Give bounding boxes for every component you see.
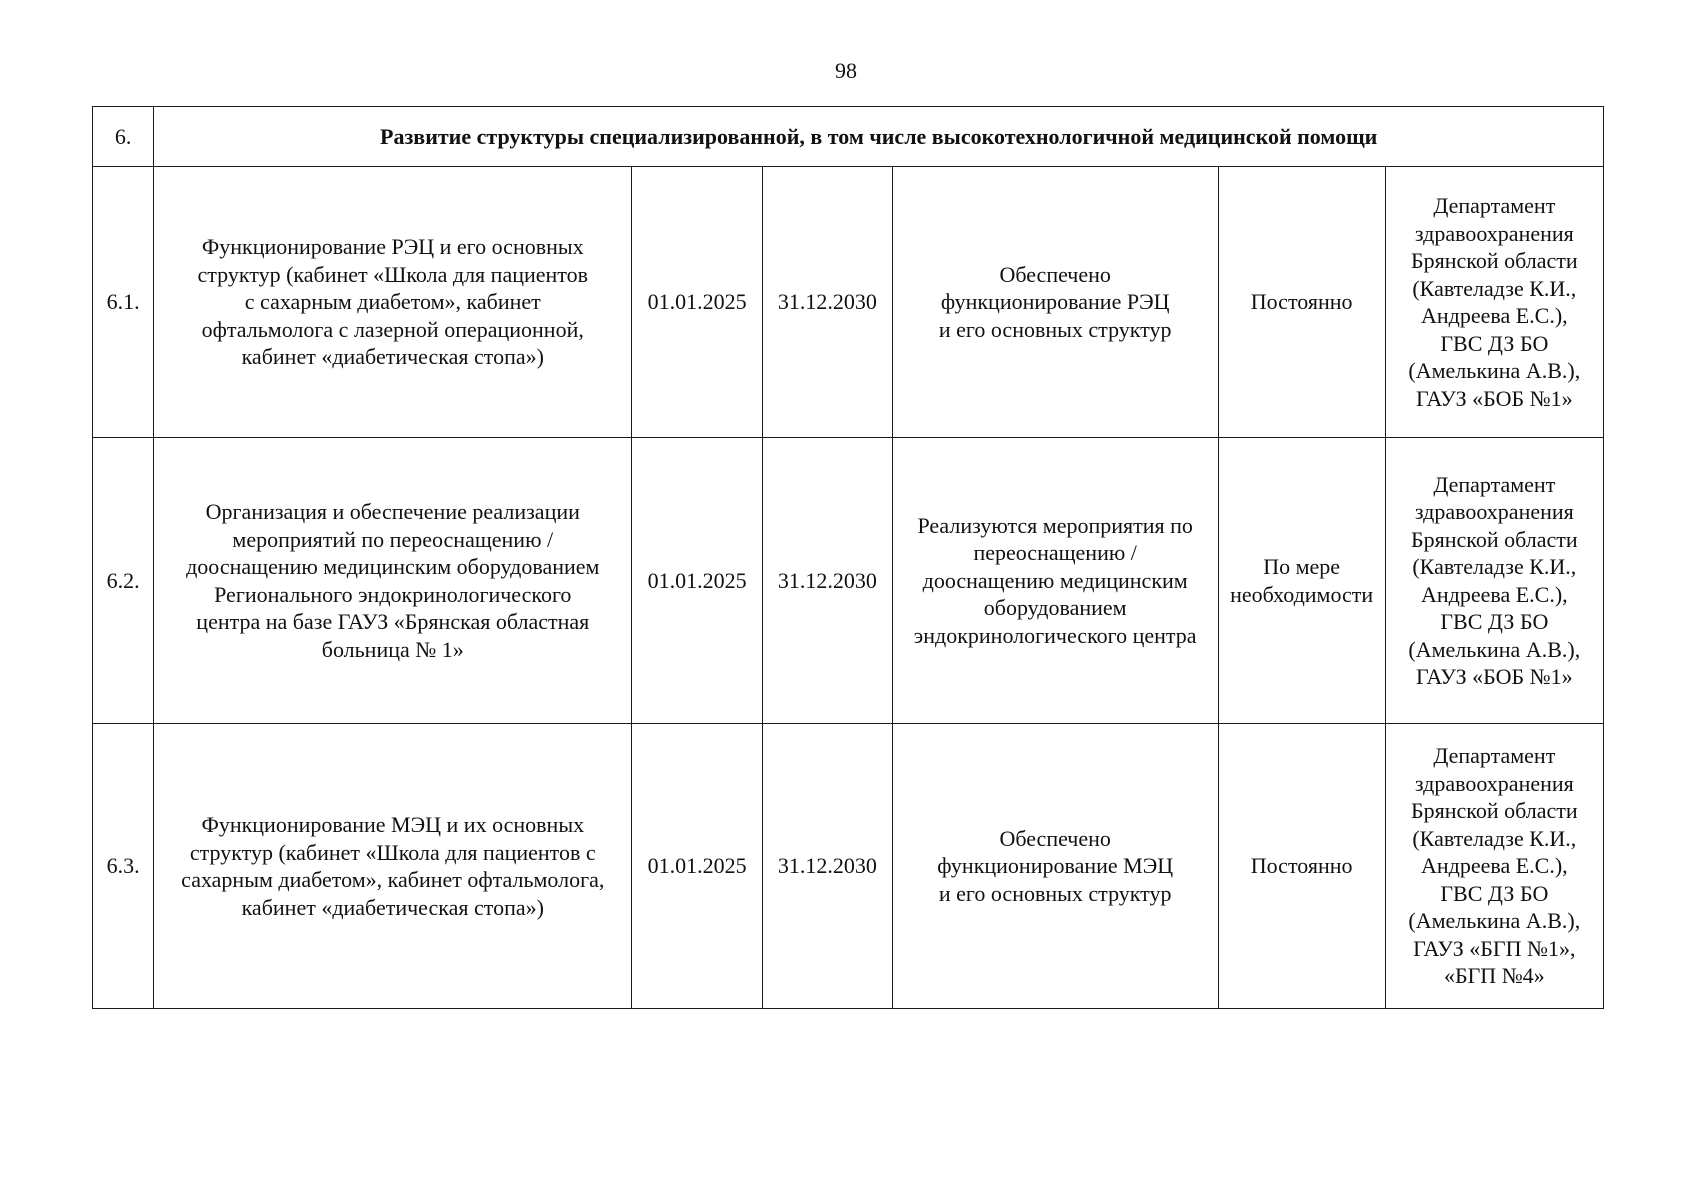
activities-table (92, 106, 1604, 1009)
result-cell: Реализуются мероприятия по переоснащению / дооснащению медицинским оборудованием эндокринологического центра (913, 512, 1197, 648)
section-number: 6. (93, 107, 154, 167)
result-cell: Обеспечено функционирование РЭЦ и его основных структур (938, 261, 1172, 342)
end-date-cell: 31.12.2030 (762, 167, 892, 438)
page-number: 98 (835, 58, 857, 83)
section-header-row (93, 107, 1604, 167)
periodicity-cell: Постоянно (1250, 853, 1353, 879)
periodicity-cell: Постоянно (1250, 289, 1353, 315)
start-date-cell: 01.01.2025 (632, 167, 763, 438)
activity-cell: Организация и обеспечение реализации мероприятий по переоснащению / дооснащению медицинским оборудованием Регионального эндокринологического центра на базе ГАУЗ «Брянская областная больница № 1» (186, 499, 600, 662)
row-number: 6.3. (93, 724, 154, 1009)
end-date-cell: 31.12.2030 (762, 438, 892, 724)
end-date-cell: 31.12.2030 (762, 724, 892, 1009)
responsible-cell: Департамент здравоохранения Брянской области (Кавтеладзе К.И., Андреева Е.С.), ГВС ДЗ БО (Амелькина А.В.), ГАУЗ «БОБ №1» (1408, 471, 1581, 689)
periodicity-cell: По мере необходимости (1230, 554, 1374, 607)
row-number: 6.1. (93, 167, 154, 438)
row-number: 6.2. (93, 438, 154, 724)
start-date-cell: 01.01.2025 (632, 724, 763, 1009)
table-row (93, 438, 1604, 724)
activity-cell: Функционирование МЭЦ и их основных структур (кабинет «Школа для пациентов с сахарным диабетом», кабинет офтальмолога, кабинет «диабетическая стопа») (181, 812, 605, 920)
table-row (93, 167, 1604, 438)
responsible-cell: Департамент здравоохранения Брянской области (Кавтеладзе К.И., Андреева Е.С.), ГВС ДЗ БО (Амелькина А.В.), ГАУЗ «БОБ №1» (1408, 193, 1581, 411)
responsible-cell: Департамент здравоохранения Брянской области (Кавтеладзе К.И., Андреева Е.С.), ГВС ДЗ БО (Амелькина А.В.), ГАУЗ «БГП №1», «БГП №4» (1408, 743, 1581, 989)
table-row (93, 724, 1604, 1009)
start-date-cell: 01.01.2025 (632, 438, 763, 724)
section-title: Развитие структуры специализированной, в том числе высокотехнологичной медицинской помощи (154, 107, 1604, 167)
activity-cell: Функционирование РЭЦ и его основных структур (кабинет «Школа для пациентов с сахарным диабетом», кабинет офтальмолога с лазерной операционной, кабинет «диабетическая стопа») (197, 234, 589, 370)
result-cell: Обеспечено функционирование МЭЦ и его основных структур (937, 825, 1174, 906)
